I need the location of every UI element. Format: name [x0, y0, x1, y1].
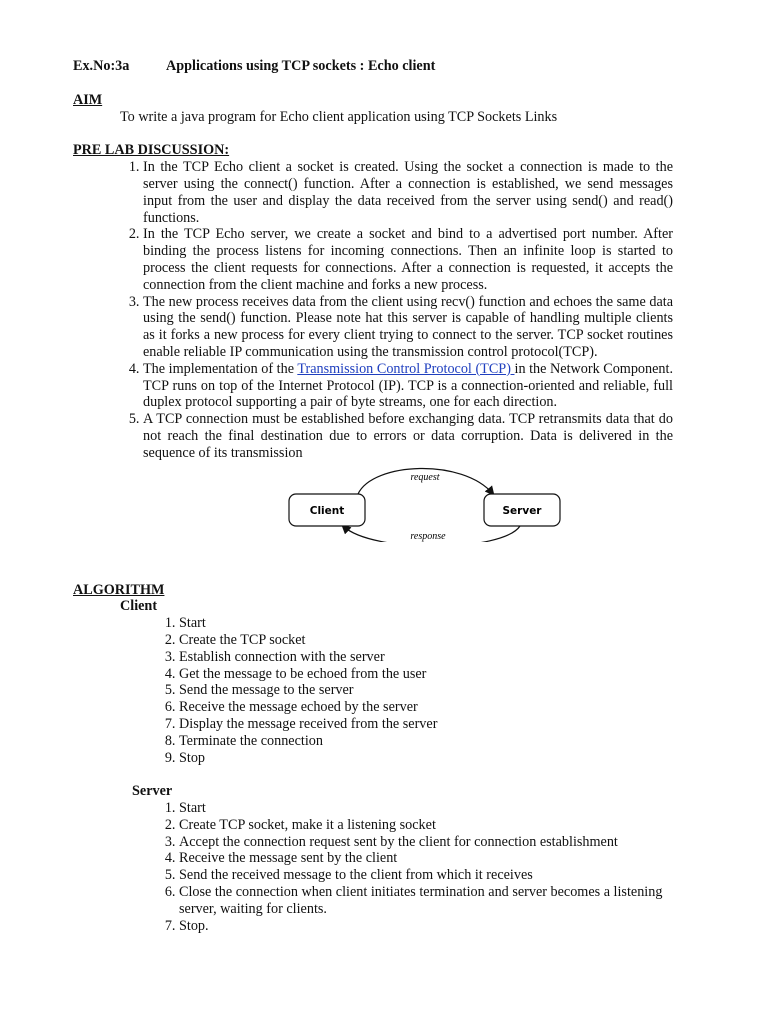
document-page	[73, 58, 673, 934]
prelab-list	[73, 159, 673, 461]
tcp-link[interactable]: Transmission Control Protocol (TCP)	[297, 360, 515, 377]
client-step: 2. Create the TCP socket	[179, 632, 673, 649]
exercise-number: Ex.No:3a	[73, 58, 130, 74]
server-step: 7. Stop.	[179, 918, 673, 935]
prelab-item: 2. In the TCP Echo server, we create a socket and bind to a advertised port number. After binding the process listens for incoming connections. Then an infinite loop is started to process the client requests for connections. After a connection is requested, it accepts the connection from the client machine and forks a new process.	[143, 226, 673, 293]
client-step: 5. Send the message to the server	[179, 682, 673, 699]
client-step: 3. Establish connection with the server	[179, 649, 673, 666]
server-step: 5. Send the received message to the client from which it receives	[179, 867, 673, 884]
prelab-item-text: in the Network Component. TCP runs on top of the Internet Protocol (IP). TCP is a connection-oriented and reliable, full duplex protocol supporting a pair of byte streams, one for each direction.	[143, 360, 674, 411]
aim-text: To write a java program for Echo client application using TCP Sockets Links	[120, 108, 558, 125]
request-label: request	[410, 471, 440, 483]
client-step: 8. Terminate the connection	[179, 733, 673, 750]
server-step: 3. Accept the connection request sent by the client for connection establishment	[179, 834, 673, 851]
client-server-diagram	[73, 462, 673, 542]
prelab-item: 1. In the TCP Echo client a socket is created. Using the socket a connection is made to the server using the connect() function. After a connection is established, we send messages input from the user and display the data received from the server using send() and read() functions.	[143, 159, 673, 226]
client-heading: Client	[120, 598, 158, 615]
server-steps-list	[73, 800, 673, 934]
exercise-title	[73, 58, 673, 75]
server-node-label: Server	[502, 504, 542, 517]
diagram-svg	[73, 462, 673, 542]
client-step: 7. Display the message received from the server	[179, 716, 673, 733]
client-step: 9. Stop	[179, 750, 673, 767]
client-step: 6. Receive the message echoed by the server	[179, 699, 673, 716]
client-node-label: Client	[309, 504, 345, 517]
server-step: 1. Start	[179, 800, 673, 817]
prelab-item: 5. A TCP connection must be established before exchanging data. TCP retransmits data that do not reach the final destination due to errors or data corruption. Data is delivered in the sequence of its transmission	[143, 411, 673, 461]
client-step: 1. Start	[179, 615, 673, 632]
server-step: 6. Close the connection when client initiates termination and server becomes a listening server, waiting for clients.	[179, 884, 673, 918]
server-heading: Server	[132, 783, 173, 800]
aim-heading: AIM	[73, 91, 103, 108]
server-step: 2. Create TCP socket, make it a listening socket	[179, 817, 673, 834]
server-step: 4. Receive the message sent by the client	[179, 850, 673, 867]
algorithm-heading: ALGORITHM	[73, 581, 165, 598]
prelab-heading: PRE LAB DISCUSSION:	[73, 142, 230, 159]
response-label: response	[410, 530, 446, 542]
prelab-item	[143, 361, 673, 411]
prelab-item: 3. The new process receives data from the client using recv() function and echoes the same data using the send() function. Please note hat this server is capable of handling multiple clients as it forks a new process for every client trying to connect to the server. TCP socket routines enable reliable IP communication using the transmission control protocol(TCP).	[143, 294, 673, 361]
exercise-title-text: Applications using TCP sockets : Echo client	[166, 58, 436, 74]
client-step: 4. Get the message to be echoed from the user	[179, 666, 673, 683]
client-steps-list	[73, 615, 673, 766]
prelab-item-text: The implementation of the	[143, 360, 298, 377]
